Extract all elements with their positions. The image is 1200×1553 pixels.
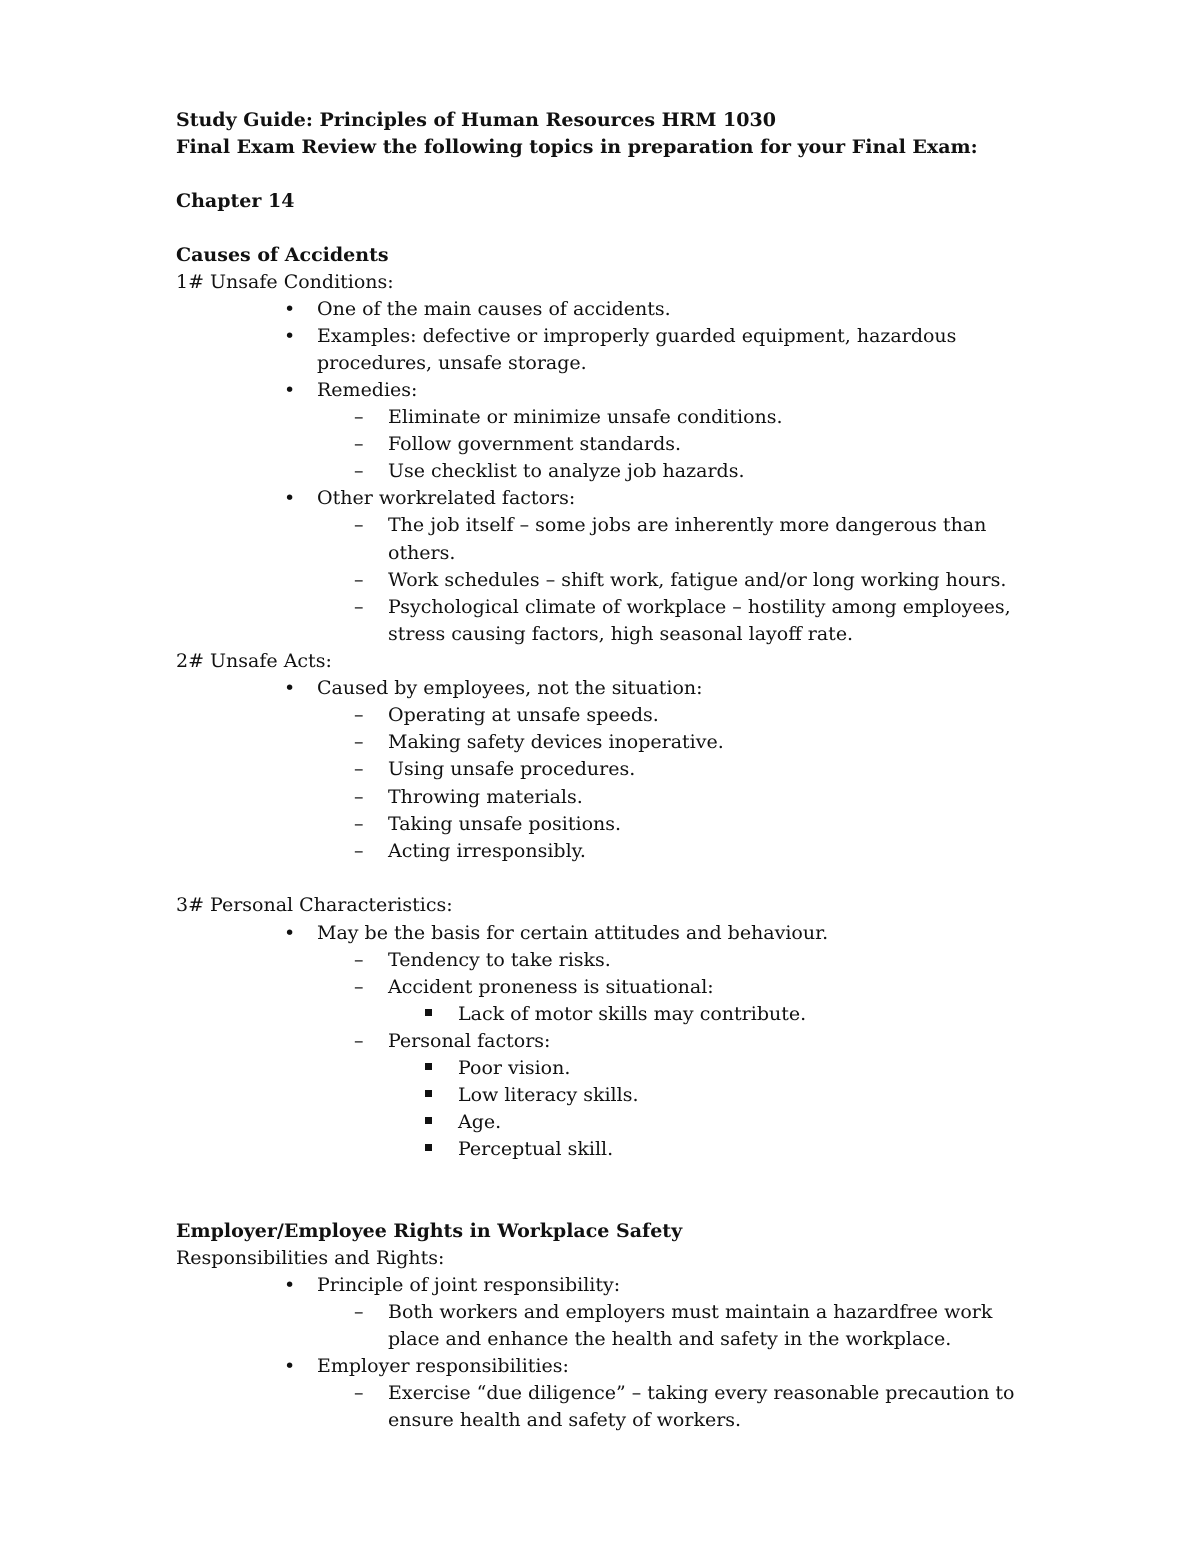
sub-list-item: Acting irresponsibly. (388, 840, 586, 862)
dash-icon: – (354, 460, 364, 482)
document-title: Study Guide: Principles of Human Resources HRM 1030 (176, 109, 776, 131)
chapter-heading: Chapter 14 (176, 190, 295, 212)
dash-icon: – (354, 1301, 364, 1323)
section-heading-rights: Employer/Employee Rights in Workplace Safety (176, 1220, 683, 1242)
document-subtitle: Final Exam Review the following topics in preparation for your Final Exam: (176, 136, 978, 158)
list-item: Other workrelated factors: (317, 487, 576, 509)
dash-icon: – (354, 731, 364, 753)
sub-list-item: Follow government standards. (388, 433, 682, 455)
sub-list-item-continuation: place and enhance the health and safety in the workplace. (388, 1328, 952, 1350)
list-item: One of the main causes of accidents. (317, 298, 671, 320)
sub-list-item: Tendency to take risks. (388, 949, 611, 971)
bullet-icon: • (284, 298, 296, 320)
bullet-icon: • (284, 1355, 296, 1377)
dash-icon: – (354, 813, 364, 835)
sub-list-item: Accident proneness is situational: (388, 976, 714, 998)
section-heading-causes: Causes of Accidents (176, 244, 389, 266)
dash-icon: – (354, 1382, 364, 1404)
dash-icon: – (354, 949, 364, 971)
sub-list-item: Throwing materials. (388, 786, 583, 808)
list-item: Remedies: (317, 379, 418, 401)
bullet-icon: • (284, 1274, 296, 1296)
list-item: May be the basis for certain attitudes and behaviour. (317, 922, 829, 944)
list-item: Caused by employees, not the situation: (317, 677, 703, 699)
sub-list-item-continuation: others. (388, 542, 456, 564)
sub-list-item: Taking unsafe positions. (388, 813, 622, 835)
dash-icon: – (354, 976, 364, 998)
sub-sub-list-item: Perceptual skill. (458, 1138, 614, 1160)
dash-icon: – (354, 514, 364, 536)
dash-icon: – (354, 406, 364, 428)
sub-list-item: Use checklist to analyze job hazards. (388, 460, 745, 482)
group-label-unsafe-acts: 2# Unsafe Acts: (176, 650, 332, 672)
sub-list-item-continuation: ensure health and safety of workers. (388, 1409, 742, 1431)
sub-list-item: Eliminate or minimize unsafe conditions. (388, 406, 783, 428)
square-bullet-icon (425, 1144, 432, 1151)
list-item: Principle of joint responsibility: (317, 1274, 621, 1296)
sub-list-item: Both workers and employers must maintain a hazardfree work (388, 1301, 993, 1323)
sub-list-item: Using unsafe procedures. (388, 758, 636, 780)
sub-list-item: Personal factors: (388, 1030, 551, 1052)
list-item-continuation: procedures, unsafe storage. (317, 352, 587, 374)
dash-icon: – (354, 1030, 364, 1052)
section-subheading: Responsibilities and Rights: (176, 1247, 445, 1269)
bullet-icon: • (284, 677, 296, 699)
sub-sub-list-item: Age. (458, 1111, 502, 1133)
sub-sub-list-item: Low literacy skills. (458, 1084, 639, 1106)
dash-icon: – (354, 596, 364, 618)
sub-list-item: Psychological climate of workplace – hostility among employees, (388, 596, 1011, 618)
bullet-icon: • (284, 922, 296, 944)
bullet-icon: • (284, 379, 296, 401)
dash-icon: – (354, 786, 364, 808)
sub-list-item-continuation: stress causing factors, high seasonal layoff rate. (388, 623, 854, 645)
group-label-personal-characteristics: 3# Personal Characteristics: (176, 894, 453, 916)
list-item: Employer responsibilities: (317, 1355, 569, 1377)
square-bullet-icon (425, 1090, 432, 1097)
bullet-icon: • (284, 325, 296, 347)
dash-icon: – (354, 569, 364, 591)
dash-icon: – (354, 704, 364, 726)
dash-icon: – (354, 433, 364, 455)
bullet-icon: • (284, 487, 296, 509)
square-bullet-icon (425, 1009, 432, 1016)
sub-list-item: Exercise “due diligence” – taking every reasonable precaution to (388, 1382, 1015, 1404)
dash-icon: – (354, 840, 364, 862)
sub-sub-list-item: Lack of motor skills may contribute. (458, 1003, 807, 1025)
sub-list-item: Making safety devices inoperative. (388, 731, 724, 753)
dash-icon: – (354, 758, 364, 780)
sub-list-item: Operating at unsafe speeds. (388, 704, 659, 726)
square-bullet-icon (425, 1063, 432, 1070)
square-bullet-icon (425, 1117, 432, 1124)
sub-sub-list-item: Poor vision. (458, 1057, 571, 1079)
group-label-unsafe-conditions: 1# Unsafe Conditions: (176, 271, 394, 293)
sub-list-item: Work schedules – shift work, fatigue and/or long working hours. (388, 569, 1007, 591)
sub-list-item: The job itself – some jobs are inherently more dangerous than (388, 514, 987, 536)
list-item: Examples: defective or improperly guarded equipment, hazardous (317, 325, 957, 347)
